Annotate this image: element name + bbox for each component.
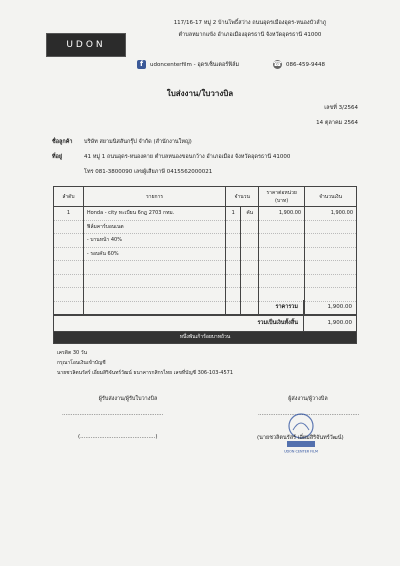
phone-contact bbox=[273, 60, 325, 69]
cell-quantity bbox=[226, 261, 241, 275]
subtotal-row bbox=[53, 300, 357, 316]
document-date: 14 ตุลาคม 2564 bbox=[316, 120, 358, 126]
amount-in-words: หนึ่งพันเก้าร้อยบาทถ้วน bbox=[53, 332, 357, 344]
header-amount: จำนวนเงิน bbox=[305, 187, 357, 207]
facebook-name: udoncenterfilm - อุดรเซ็นเตอร์ฟิล์ม bbox=[150, 61, 240, 68]
table-row bbox=[54, 288, 357, 302]
receiver-signature-label: ผู้รับส่งงาน/ผู้รับใบวางบิล bbox=[98, 396, 158, 402]
cell-description: - บานหน้า 40% bbox=[83, 234, 225, 248]
cell-description: - รอบคัน 60% bbox=[83, 247, 225, 261]
company-logo: UDON bbox=[46, 33, 126, 57]
cell-amount: 1,900.00 bbox=[305, 207, 357, 221]
cell-quantity: 1 bbox=[226, 207, 241, 221]
cell-amount bbox=[305, 274, 357, 288]
payment-terms bbox=[57, 348, 233, 378]
totals-block bbox=[53, 300, 357, 344]
customer-address: 41 หมู่ 1 ถนนอุดร-หนองคาย ตำบลหนองขอนกว้าง อำเภอเมือง จังหวัดอุดรธานี 41000 bbox=[84, 154, 291, 160]
cell-description bbox=[83, 261, 225, 275]
cell-unit-price bbox=[259, 220, 305, 234]
document-meta bbox=[316, 101, 358, 131]
cell-unit bbox=[241, 274, 259, 288]
cell-unit bbox=[241, 288, 259, 302]
table-row bbox=[54, 274, 357, 288]
header-quantity: จำนวน bbox=[226, 187, 259, 207]
cell-unit-price bbox=[259, 288, 305, 302]
cell-quantity bbox=[226, 274, 241, 288]
credit-terms: เครดิต 30 วัน bbox=[57, 350, 87, 356]
cell-quantity bbox=[226, 234, 241, 248]
grand-total-label: รวมเป็นเงินทั้งสิ้น bbox=[257, 320, 298, 326]
cell-quantity bbox=[226, 288, 241, 302]
cell-no bbox=[54, 247, 84, 261]
cell-description: ฟิล์มคาร์บอนเนต bbox=[83, 220, 225, 234]
table-row bbox=[54, 234, 357, 248]
phone-icon: ☎ bbox=[273, 60, 282, 68]
table-row bbox=[54, 220, 357, 234]
cell-no bbox=[54, 234, 84, 248]
customer-name-label: ชื่อลูกค้า bbox=[52, 139, 73, 145]
cell-no bbox=[54, 261, 84, 275]
bank-account: นายชวลิตนรัสร์ เอี่ยมสิริจันทร์วัฒน์ ธนาคารกสิกรไทย เลขที่บัญชี 306-103-4571 bbox=[57, 370, 233, 376]
header-unit-price: ราคาต่อหน่วย (บาท) bbox=[259, 187, 305, 207]
cell-amount bbox=[305, 247, 357, 261]
company-address bbox=[140, 17, 360, 41]
header-description: รายการ bbox=[83, 187, 225, 207]
issuer-signature-label: ผู้ส่งงาน/ผู้วางบิล bbox=[288, 396, 328, 402]
table-row bbox=[54, 261, 357, 275]
receiver-name: (...........................................) bbox=[78, 434, 158, 440]
issuer-name: (นายชวลิตนรัสร์ เอี่ยมสิริจันทร์วัฒน์) bbox=[257, 435, 344, 441]
phone-number: 086-459-9448 bbox=[286, 61, 325, 68]
subtotal-value: 1,900.00 bbox=[303, 300, 356, 315]
cell-unit bbox=[241, 261, 259, 275]
cell-no bbox=[54, 288, 84, 302]
cell-unit: คัน bbox=[241, 207, 259, 221]
customer-info bbox=[52, 135, 290, 180]
cell-amount bbox=[305, 234, 357, 248]
document-number: เลขที่ 3/2564 bbox=[324, 105, 358, 111]
cell-unit-price bbox=[259, 261, 305, 275]
address-line-1: 117/16-17 หมู่ 2 บ้านโพธิ์สว่าง ถนนอุดรเมืองอุดร-หนองบัวลำภู bbox=[173, 20, 327, 26]
cell-amount bbox=[305, 261, 357, 275]
subtotal-label: ราคารวม bbox=[275, 304, 298, 310]
cell-no bbox=[54, 220, 84, 234]
transfer-note: กรุณาโอนเงินเข้าบัญชี bbox=[57, 360, 106, 366]
document-title: ใบส่งงาน/ใบวางบิล bbox=[166, 89, 234, 98]
receiver-signature-line: .......................................................... bbox=[62, 411, 164, 417]
grand-total-row bbox=[53, 316, 357, 332]
items-table bbox=[53, 186, 357, 315]
issuer-signature-line: .......................................................... bbox=[258, 411, 360, 417]
cell-unit-price bbox=[259, 234, 305, 248]
cell-quantity bbox=[226, 220, 241, 234]
table-row bbox=[54, 207, 357, 221]
cell-no bbox=[54, 274, 84, 288]
company-stamp bbox=[278, 408, 324, 454]
cell-unit-price bbox=[259, 274, 305, 288]
cell-unit bbox=[241, 234, 259, 248]
cell-no: 1 bbox=[54, 207, 84, 221]
facebook-contact bbox=[137, 60, 239, 69]
cell-unit-price bbox=[259, 247, 305, 261]
cell-description bbox=[83, 288, 225, 302]
table-row bbox=[54, 247, 357, 261]
facebook-icon: f bbox=[137, 60, 146, 69]
cell-unit bbox=[241, 220, 259, 234]
cell-unit-price: 1,900.00 bbox=[259, 207, 305, 221]
address-line-2: ตำบลหมากแข้ง อำเภอเมืองอุดรธานี จังหวัดอุดรธานี 41000 bbox=[178, 32, 322, 38]
cell-amount bbox=[305, 288, 357, 302]
stamp-text: UDON CENTER FILM bbox=[284, 449, 318, 454]
grand-total-value: 1,900.00 bbox=[303, 316, 356, 331]
cell-description bbox=[83, 274, 225, 288]
cell-unit bbox=[241, 247, 259, 261]
cell-description: Honda - city ทะเบียน 6กฎ 2703 กทม. bbox=[83, 207, 225, 221]
header-no: ลำดับ bbox=[54, 187, 84, 207]
cell-quantity bbox=[226, 247, 241, 261]
cell-amount bbox=[305, 220, 357, 234]
customer-name: บริษัท สยามนิสสันกรุ๊ป จำกัด (สำนักงานใหญ่) bbox=[84, 139, 192, 145]
customer-contact: โทร 081-3800090 เลขผู้เสียภาษี 0415562000021 bbox=[84, 169, 213, 175]
customer-address-label: ที่อยู่ bbox=[52, 154, 63, 160]
